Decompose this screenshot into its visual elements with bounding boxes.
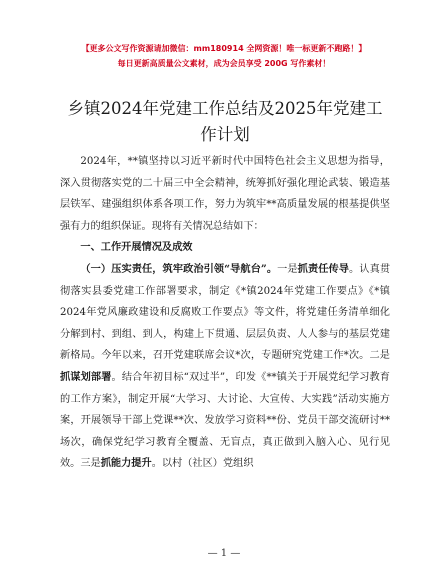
point-1-marker: 一是	[277, 263, 298, 275]
point-2-marker: 二是	[369, 350, 390, 362]
point-3-marker: 三是	[80, 458, 101, 470]
page-number: — 1 —	[207, 548, 241, 559]
promo-banner-line2: 每日更新高质量公文素材，成为会员享受 200G 写作素材！	[117, 59, 331, 68]
point-2-text: 。结合年初目标“双过半”，印发《**镇关于开展党纪学习教育的工作方案》，制定开展“大学习、大讨论、大宣传、大实践”活动实施方案，开展领导干部上党课**次、发放学习资料**份、党员干部交流研讨**场次，确保党纪学习教育全覆盖、无盲点，真正做到入脑入心、见行见效。	[60, 371, 390, 470]
point-1-text: 。认真贯彻落实县委党建工作部署要求，制定《*镇2024年党建工作要点》《*镇2024年党风廉政建设和反腐败工作要点》等文件，将党建任务清单细化分解到村、到组、到人，构建上下贯通、层层负责、人人参与的基层党建新格局。今年以来，召开党建联席会议*次，专题研究党建工作*次。	[60, 263, 391, 362]
section-heading: 一、工作开展情况及成效	[80, 242, 193, 254]
point-1-title: 抓责任传导	[297, 262, 350, 275]
subsection-paragraph	[60, 259, 390, 475]
point-3-title: 抓能力提升	[100, 457, 152, 470]
point-2-title: 抓谋划部署	[60, 370, 112, 383]
document-body	[60, 151, 390, 475]
document-title: 乡镇2024年党建工作总结及2025年党建工作计划	[67, 99, 383, 144]
intro-paragraph: 2024年，**镇坚持以习近平新时代中国特色社会主义思想为指导，深入贯彻落实党的二十届三中全会精神，统筹抓好强化理论武装、锻造基层铁军、建强组织体系各项工作，努力为筑牢**高质量发展的根基提供坚强有力的组织保证。现将有关情况总结如下：	[60, 156, 390, 232]
subsection-heading: （一）压实责任，筑牢政治引领“导航台”。	[80, 262, 278, 275]
point-3-text: 。以村（社区）党组织	[151, 458, 254, 470]
promo-banner-line1: 【更多公文写作资源请加微信：mm180914 全网资源！唯一标更新不跑路！】	[81, 44, 367, 53]
